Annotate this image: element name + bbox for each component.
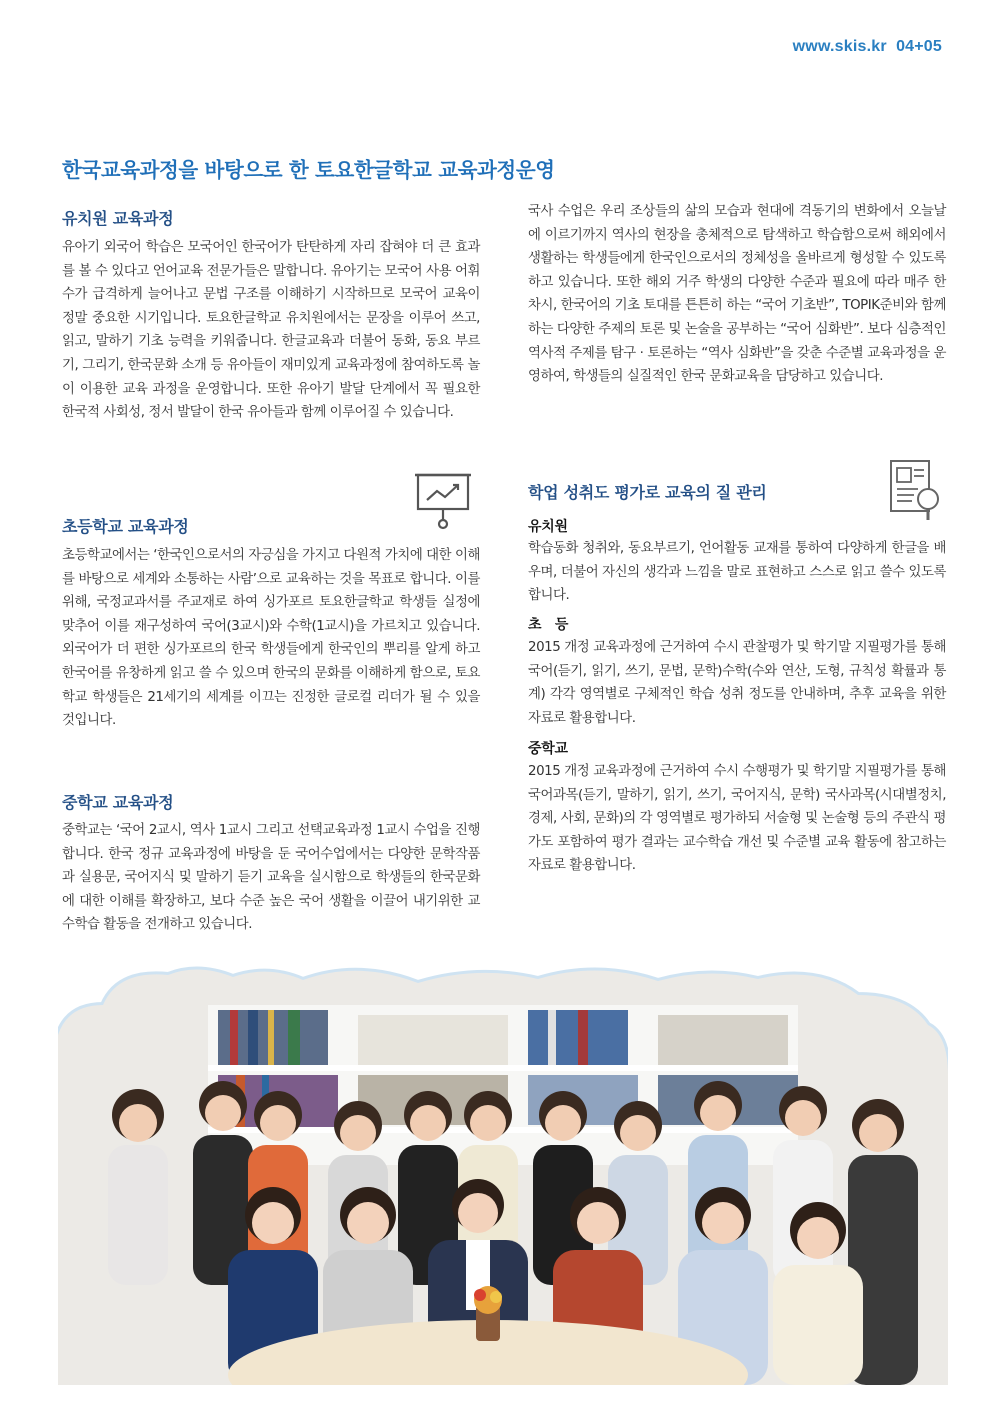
assessment-elem-body: 2015 개정 교육과정에 근거하여 수시 관찰평가 및 학기말 지필평가를 통해 국어(듣기, 읽기, 쓰기, 문법, 문학)수학(수와 연산, 도형, 규칙성 확률과 통계) 각각 영역별로 구체적인 학습 성취 정도를 안내하며, 추후 교육을 위한 자료로 활용합니다. (528, 640, 946, 726)
kindergarten-heading: 유치원 교육과정 (62, 209, 174, 228)
site-url: www.skis.kr (792, 38, 887, 55)
assessment-kinder-body: 학습동화 청취와, 동요부르기, 언어활동 교재를 통하여 다양하게 한글을 배우며, 더불어 자신의 생각과 느낌을 말로 표현하고 스스로 읽고 쓸수 있도록 합니다. (528, 541, 946, 604)
elementary-body: 초등학교에서는 ‘한국인으로서의 자긍심을 가지고 다원적 가치에 대한 이해를 바탕으로 세계와 소통하는 사람’으로 교육하는 것을 목표로 합니다. 이를 위해, 국정교과서를 주교재로 하여 싱가포르 토요한글학교 학생들 실정에 맞추어 이를 재구성하여 국어(3교시)와 수학(1교시)을 가르치고 있습니다. 외국어가 더 편한 싱가포르의 한국 학생들에게 한국인의 뿌리를 알게 하고 한국어를 유창하게 읽고 쓸 수 있으며 한국의 문화를 이해하게 함으로, 토요학교 학생들은 21세기의 세계를 이끄는 진정한 글로컬 리더가 될 수 있을 것입니다. (62, 548, 480, 729)
elementary-heading: 초등학교 교육과정 (62, 517, 189, 536)
kindergarten-body: 유아기 외국어 학습은 모국어인 한국어가 탄탄하게 자리 잡혀야 더 큰 효과를 볼 수 있다고 언어교육 전문가들은 말합니다. 유아기는 모국어 사용 어휘 수가 급격하게 늘어나고 문법 구조를 이해하기 시작하므로 모국어 교육이 정말 중요한 시기입니다. 토요한글학교 유치원에서는 문장을 이루어 쓰고, 읽고, 말하기 기초 능력을 키워줍니다. 한글교육과 더불어 동화, 동요 부르기, 그리기, 한국문화 소개 등 유아들이 재미있게 교육과정에 참여하도록 놀이 이용한 교육 과정을 운영합니다. 또한 유아기 발달 단계에서 꼭 필요한 한국적 사회성, 정서 발달이 한국 유아들과 함께 이루어질 수 있습니다. (62, 240, 480, 421)
middle-body: 중학교는 ‘국어 2교시, 역사 1교시 그리고 선택교육과정 1교시 수업을 진행합니다. 한국 정규 교육과정에 바탕을 둔 국어수업에서는 다양한 문학작품과 실용문, 국어지식 및 말하기 듣기 교육을 실시함으로 학생들의 한국문화에 대한 이해를 확장하고, 보다 수준 높은 국어 생활을 이끌어 내기위한 교수학습 활동을 전개하고 있습니다. (62, 823, 480, 933)
presentation-board-icon (415, 472, 471, 536)
assessment-middle-label: 중학교 (528, 741, 568, 757)
history-body: 국사 수업은 우리 조상들의 삶의 모습과 현대에 격동기의 변화에서 오늘날에 이르기까지 역사의 현장을 총체적으로 탐색하고 학습함으로써 해외에서 생활하는 학생들에게 한국인으로서의 정체성을 올바르게 형성할 수 있도록 하고 있습니다. 또한 해외 거주 학생의 다양한 수준과 필요에 따라 매주 한 차시, 한국어의 기초 토대를 튼튼히 하는 “국어 기초반”, TOPIK준비와 함께 하는 다양한 주제의 토론 및 논술을 공부하는 “국어 심화반”. 보다 심층적인 역사적 주제를 탐구 · 토론하는 “역사 심화반”을 갖춘 수준별 교육과정을 운영하여, 학생들의 실질적인 한국 문화교육을 담당하고 있습니다. (528, 204, 946, 385)
page-header (793, 38, 942, 56)
assessment-elem-label: 초 등 (528, 617, 569, 633)
assessment-kinder-label: 유치원 (528, 519, 568, 535)
report-magnifier-icon (888, 458, 944, 528)
page-numbers: 04+05 (896, 38, 942, 55)
assessment-heading: 학업 성취도 평가로 교육의 질 관리 (528, 483, 767, 502)
group-photo (58, 965, 948, 1385)
page-title: 한국교육과정을 바탕으로 한 토요한글학교 교육과정운영 (62, 158, 555, 182)
middle-heading: 중학교 교육과정 (62, 793, 174, 812)
assessment-middle-body: 2015 개정 교육과정에 근거하여 수시 수행평가 및 학기말 지필평가를 통해 국어과목(듣기, 말하기, 읽기, 쓰기, 국어지식, 문학) 국사과목(시대별정치, 경제, 사회, 문화)의 각 영역별로 평가하되 서술형 및 논술형 등의 주관식 평가도 포함하여 평가 결과는 교수학습 개선 및 수준별 교육 활동에 참고하는 자료로 활용합니다. (528, 764, 946, 874)
